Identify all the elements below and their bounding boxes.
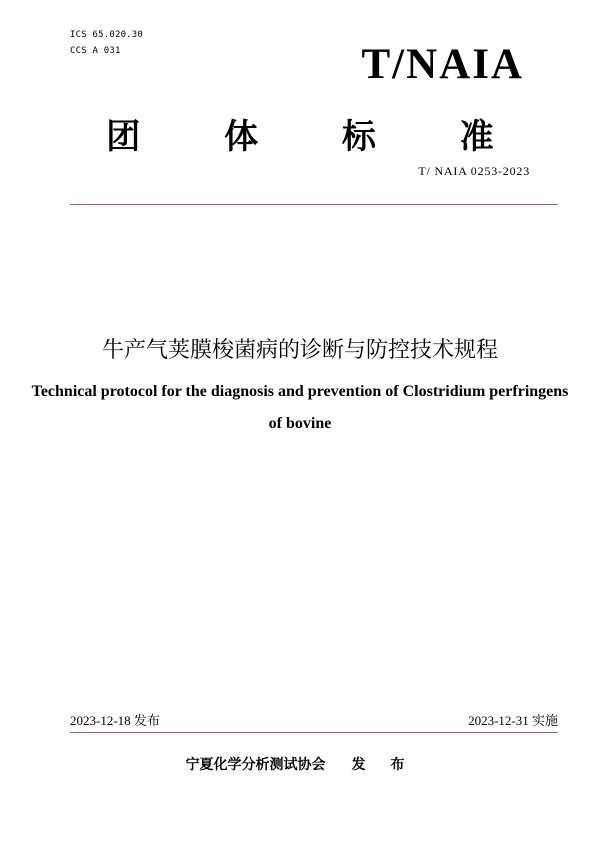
publisher-line <box>0 754 600 776</box>
publisher-name: 宁夏化学分析测试协会 <box>185 757 326 773</box>
footer-divider <box>70 732 558 733</box>
publish-action: 发 布 <box>351 757 415 773</box>
header-divider <box>70 204 558 205</box>
standard-type-heading <box>0 112 600 162</box>
release-date: 2023-12-18 发布 <box>70 713 160 728</box>
title-english: Technical protocol for the diagnosis and prevention of Clostridium perfringens of bovine <box>31 383 569 432</box>
ccs-code: CCS A 031 <box>70 46 121 56</box>
ics-code: ICS 65.020.30 <box>70 30 144 40</box>
title-chinese: 牛产气荚膜梭菌病的诊断与防控技术规程 <box>101 338 498 363</box>
standard-logo: T/NAIA <box>361 41 524 88</box>
implementation-date: 2023-12-31 实施 <box>468 713 558 728</box>
standard-number: T/ NAIA 0253-2023 <box>418 164 530 178</box>
standard-type-text: 团 体 标 准 <box>106 117 530 157</box>
classification-codes <box>70 27 143 59</box>
